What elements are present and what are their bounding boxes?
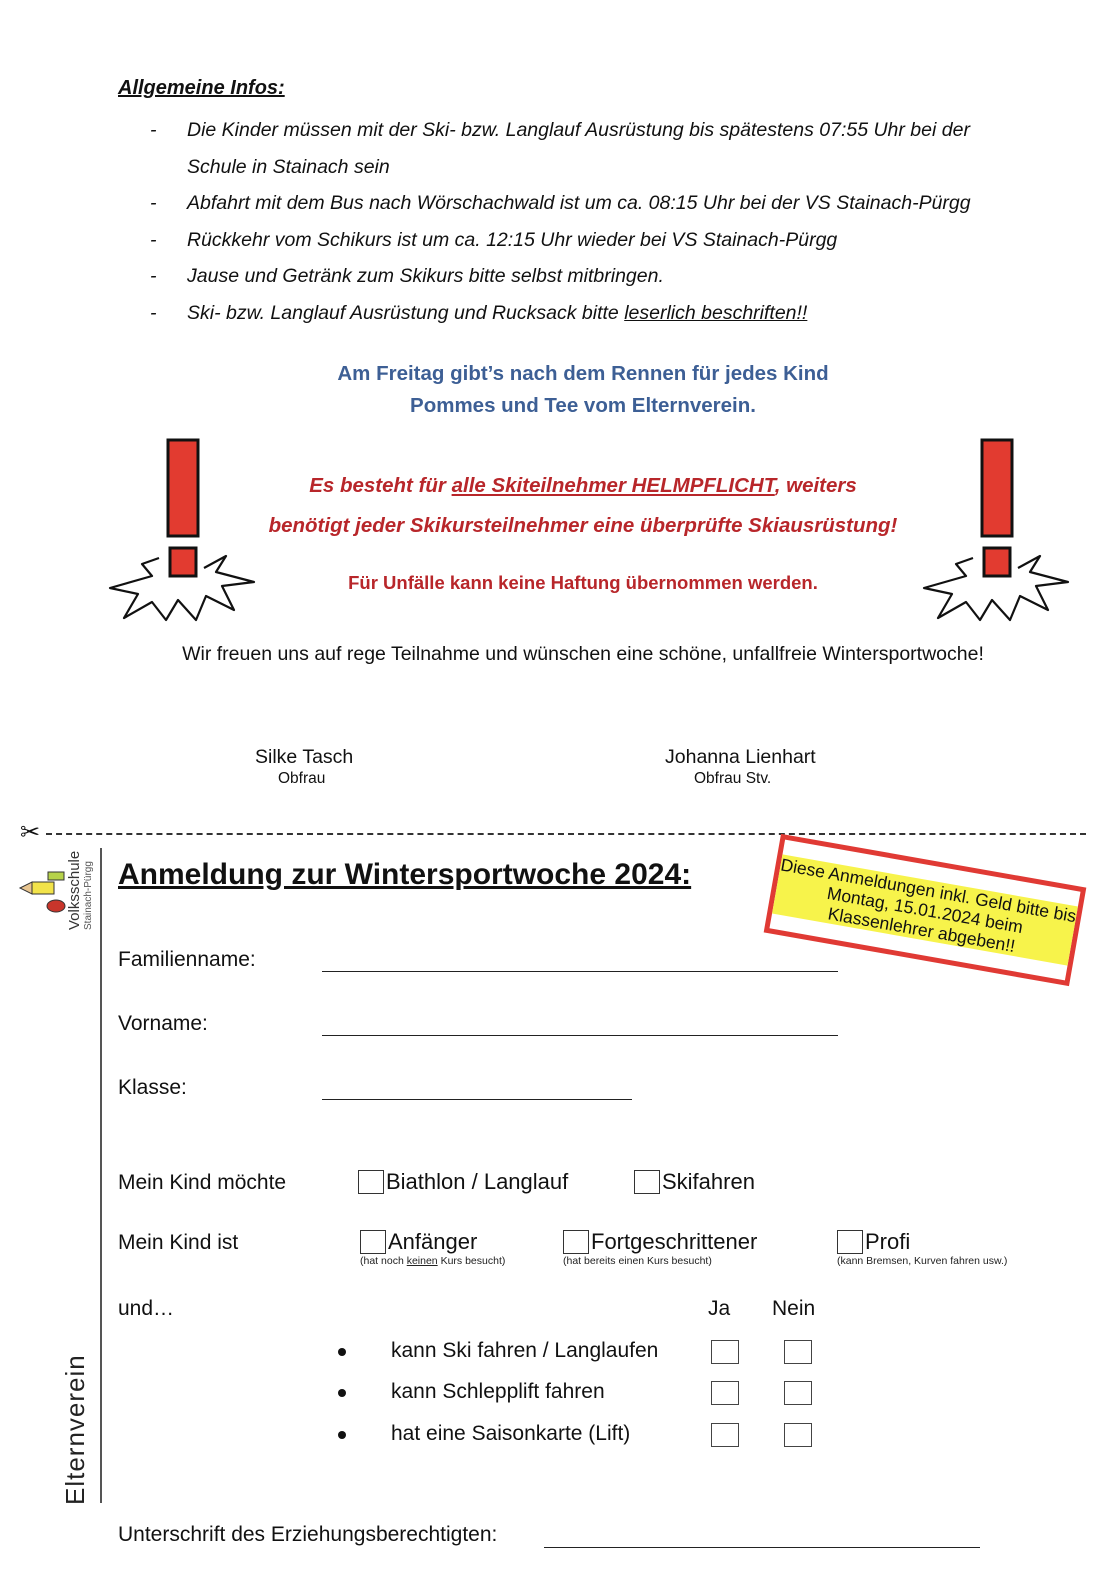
first-name-field[interactable]	[322, 1035, 838, 1036]
pro-checkbox[interactable]	[837, 1230, 863, 1254]
activity-label: Mein Kind möchte	[118, 1171, 287, 1194]
ability-question: kann Ski fahren / Langlaufen	[391, 1339, 659, 1362]
ability-1-yes-checkbox[interactable]	[711, 1340, 739, 1364]
general-info-heading: Allgemeine Infos:	[118, 77, 285, 99]
general-info-list	[150, 112, 1070, 331]
info-item: - Abfahrt mit dem Bus nach Wörschachwald ist um ca. 08:15 Uhr bei der VS Stainach-Pürgg	[150, 192, 971, 214]
class-field[interactable]	[322, 1099, 632, 1100]
info-item: - Rückkehr vom Schikurs ist um ca. 12:15 Uhr wieder bei VS Stainach-Pürgg	[150, 228, 838, 251]
level-option-pro[interactable]: Profi (kann Bremsen, Kurven fahren usw.)	[837, 1229, 1008, 1267]
ability-1-no-checkbox[interactable]	[784, 1340, 812, 1364]
signature-name: Johanna Lienhart	[665, 746, 816, 768]
helmet-warning: Es besteht für alle Skiteilnehmer HELMPFLICHT, weiters	[309, 474, 857, 497]
level-option-beginner[interactable]: Anfänger (hat noch keinen Kurs besucht)	[360, 1229, 506, 1267]
ability-question: hat eine Saisonkarte (Lift)	[391, 1422, 631, 1445]
activity-option-ski[interactable]: Skifahren	[634, 1169, 755, 1195]
form-title: Anmeldung zur Wintersportwoche 2024:	[118, 858, 692, 891]
org-label: Elternverein	[60, 1354, 90, 1505]
scissors-icon: ✂	[20, 819, 41, 846]
bullet-icon	[338, 1431, 346, 1439]
advanced-checkbox[interactable]	[563, 1230, 589, 1254]
level-label: Mein Kind ist	[118, 1231, 239, 1254]
family-name-label: Familienname:	[118, 948, 256, 971]
deadline-stamp: Diese Anmeldungen inkl. Geld bitte bis Montag, 15.01.2024 beim Klassenlehrer abgeben!!	[764, 834, 1087, 986]
beginner-checkbox[interactable]	[360, 1230, 386, 1254]
ability-3-yes-checkbox[interactable]	[711, 1423, 739, 1447]
ability-question: kann Schlepplift fahren	[391, 1380, 605, 1403]
info-item: - Die Kinder müssen mit der Ski- bzw. Langlauf Ausrüstung bis spätestens 07:55 Uhr bei der Schule in Stainach sein	[150, 119, 970, 178]
cut-line	[46, 833, 1086, 835]
biathlon-checkbox[interactable]	[358, 1170, 384, 1194]
level-option-advanced[interactable]: Fortgeschrittener (hat bereits einen Kurs besucht)	[563, 1229, 758, 1267]
liability-note: Für Unfälle kann keine Haftung übernommen werden.	[348, 572, 818, 593]
sidebar-divider	[100, 848, 102, 1503]
bullet-icon	[338, 1348, 346, 1356]
ski-checkbox[interactable]	[634, 1170, 660, 1194]
signature-role: Obfrau Stv.	[694, 770, 772, 787]
signature-name: Silke Tasch	[255, 746, 354, 768]
friday-note: Am Freitag gibt’s nach dem Rennen für jedes Kind Pommes und Tee vom Elternverein.	[337, 362, 829, 417]
equipment-warning: benötigt jeder Skikursteilnehmer eine überprüfte Skiausrüstung!	[268, 514, 898, 537]
family-name-field[interactable]	[322, 971, 838, 972]
first-name-label: Vorname:	[118, 1012, 208, 1035]
signature-role: Obfrau	[278, 770, 326, 787]
ability-2-yes-checkbox[interactable]	[711, 1381, 739, 1405]
yes-column-header: Ja	[708, 1297, 731, 1320]
guardian-signature-field[interactable]	[544, 1547, 980, 1548]
closing-text: Wir freuen uns auf rege Teilnahme und wünschen eine schöne, unfallfreie Wintersportwoche!	[182, 643, 984, 665]
abilities-label: und…	[118, 1297, 175, 1320]
guardian-signature-label: Unterschrift des Erziehungsberechtigten:	[118, 1523, 498, 1546]
bullet-icon	[338, 1389, 346, 1397]
class-label: Klasse:	[118, 1076, 187, 1099]
info-item: - Ski- bzw. Langlauf Ausrüstung und Rucksack bitte leserlich beschriften!!	[150, 301, 808, 324]
pencil-mascot-icon	[18, 870, 68, 916]
ability-2-no-checkbox[interactable]	[784, 1381, 812, 1405]
info-item: - Jause und Getränk zum Skikurs bitte selbst mitbringen.	[150, 265, 664, 287]
no-column-header: Nein	[772, 1297, 816, 1320]
activity-option-biathlon[interactable]: Biathlon / Langlauf	[358, 1169, 568, 1195]
school-logo-text: Volksschule Stainach-Pürgg	[66, 850, 94, 930]
ability-3-no-checkbox[interactable]	[784, 1423, 812, 1447]
